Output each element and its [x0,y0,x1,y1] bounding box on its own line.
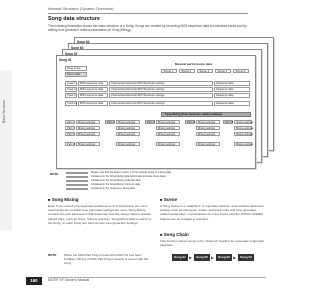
chain-song-box: Song 05 [194,254,210,261]
song-chain-body: This function allows songs to be "chained" together for automatic sequential playback. [160,239,264,248]
musical-performance-label: Musical performance data [175,62,213,66]
song-card-label: Song 64 [77,39,90,44]
mixing-cell: Mixing settings [156,120,180,124]
scene-cell: Scene 2 [179,69,195,73]
mixing-row-label: Part 16 [67,142,76,146]
song-mixing-bar [161,112,251,117]
legend-swatch [66,184,88,186]
chain-song-box: Song 03 [238,254,254,261]
mixing-cell: Mixing settings [196,126,220,130]
track-events-cell: Channel Events/Control/PC/Tone/note settings [109,87,213,92]
chain-song-box: Song 01 [172,254,188,261]
legend-note-tag: NOTE [50,172,59,176]
song-tempo-box [65,66,87,71]
legend-text: Contained in the Song Mixing data (which also includes Voice data) [91,175,166,178]
song-tempo-label: Song tempo [67,67,81,71]
mixing-col-label: Part 17 [147,120,156,124]
mixing-col-label: Part 1 [107,120,114,124]
scene-cell: Scene 4 [215,69,231,73]
track-events-cell: Channel Events/Control/PC/Tone/note settings [109,101,213,106]
header-rule [48,13,248,14]
song-chain-heading: ■ Song Chain [160,232,189,237]
mixing-cell: Mixing settings [76,126,100,130]
scene-data-label: Scene data [67,73,81,77]
chain-arrow-icon: ▶ [211,254,215,260]
song-mixing-body: Even if you record your keyboard performance to a Song track, the sonic result depends on which tone generator settings are used. Song Mixing contains the part parameters that determine how the Song's data is actually played back, such as Voice, Volume and Pan. Song Mixing data is stored to the Song, so each Song can have its own tone generator settings. [48,204,152,225]
mixing-cell: Mixing settings [196,120,220,124]
mixing-cell: Mixing settings [116,120,140,124]
chain-arrow-icon: ▶ [233,254,237,260]
song-mixing-note-tag: NOTE [48,253,57,257]
mixing-cell: Mixing settings [76,142,100,146]
section-intro: The following illustration shows the basic structure of a Song. Songs are created by recording MIDI sequence data to individual tracks and by setting tone generator related parameters (in Song Mixing). [48,24,247,33]
scene-cell: Scene 1 [161,69,177,73]
track-data-cell: MIDI sequence data [78,87,108,92]
scene-cell: Scene 5 [233,69,249,73]
scene-body: A Song Scene is a "snapshot" of important settings, and contains parameter settings such as transpose, tempo, and track mute and tone generator related parameters. Combinations from the Knobs with the [SONG SCENE] buttons can be recalled in real time. [160,204,264,221]
mixing-cell: Mixing settings [236,120,254,124]
track-data-cell: MIDI sequence data [78,81,108,86]
song-mixing-title: Song Mixing (Tone Generator related settings) [165,113,222,117]
track-extra-cell: Sequence data [214,93,250,98]
legend-text: Contained in the Song Mixing multi-part data [91,179,141,182]
song-card-01 [56,55,256,169]
chain-song-box: Song 02 [216,254,232,261]
mixing-cell: Mixing settings [76,132,100,136]
mixing-cell: Mixing settings [156,132,180,136]
scene-cell: Scene 3 [197,69,213,73]
running-header: Internal Structure (System Overview) [48,6,114,11]
legend-swatch [66,172,88,174]
chain-arrow-icon: ▶ [189,254,193,260]
track-extra-cell: Sequence data [214,87,250,92]
legend-swatch [66,188,88,190]
mixing-cell: Mixing settings [156,142,180,146]
track-name-cell: Track 3 [67,93,76,97]
mixing-cell: Mixing settings [116,142,140,146]
mixing-cell: Mixing settings [76,120,100,124]
mixing-cell: Mixing settings [236,142,254,146]
mixing-cell: Mixing settings [236,132,254,136]
track-data-cell: MIDI sequence data [78,101,108,106]
scene-data-box [65,72,87,77]
scene-heading: ■ Scene [160,197,177,202]
song-card-label: Song 63 [71,45,84,50]
mixing-cell: Mixing settings [116,132,140,136]
legend-text: Please note that the data in tracks 1-16 for settings apply to a Song data [91,171,172,174]
track-data-cell: MIDI sequence data [78,93,108,98]
song-card-label: Song 01 [59,57,72,62]
mixing-cell: Mixing settings [116,126,140,130]
mixing-row-label: Part 1 [67,120,74,124]
track-events-cell: Channel Events/Control/PC/Tone/note settings [109,93,213,98]
song-mixing-note: When the Multi Part Plug-in board PLG100-XG has been installed, Mixing of Multi Part Plug-in boards is stored with the song. [64,253,149,266]
side-tab-label: Basic Structure [2,100,6,123]
footer-title: MOTIF XF Owner's Manual [48,278,90,282]
legend-text: Contained in the Sequencer Setup data [91,187,135,190]
mixing-cell: Mixing settings [236,126,254,130]
song-mixing-heading: ■ Song Mixing [48,197,79,202]
mixing-cell: Mixing settings [196,132,220,136]
section-title: Song data structure [48,16,100,22]
mixing-row-label: Part 3 [67,132,74,136]
mixing-col-label: Part 49 [225,120,234,124]
song-card-label: Song 02 [65,51,78,56]
legend-text: Contained in the Song Mixing Common data [91,183,141,186]
legend-swatch [66,180,88,182]
mixing-col-label: Part 33 [187,120,196,124]
track-name-cell: Track 1 [67,81,76,85]
side-tab [0,70,12,230]
track-events-cell: Channel Events/Control/PC/Tone/note settings [109,81,213,86]
track-extra-cell: Sequence data [214,101,250,106]
track-name-cell: Track 2 [67,87,76,91]
track-extra-cell: Sequence data [214,81,250,86]
track-name-cell: Track 16 [67,101,77,105]
mixing-cell: Mixing settings [156,126,180,130]
mixing-row-label: Part 2 [67,126,74,130]
page-number: 160 [26,277,42,285]
mixing-cell: Mixing settings [196,142,220,146]
legend-swatch [66,176,88,178]
